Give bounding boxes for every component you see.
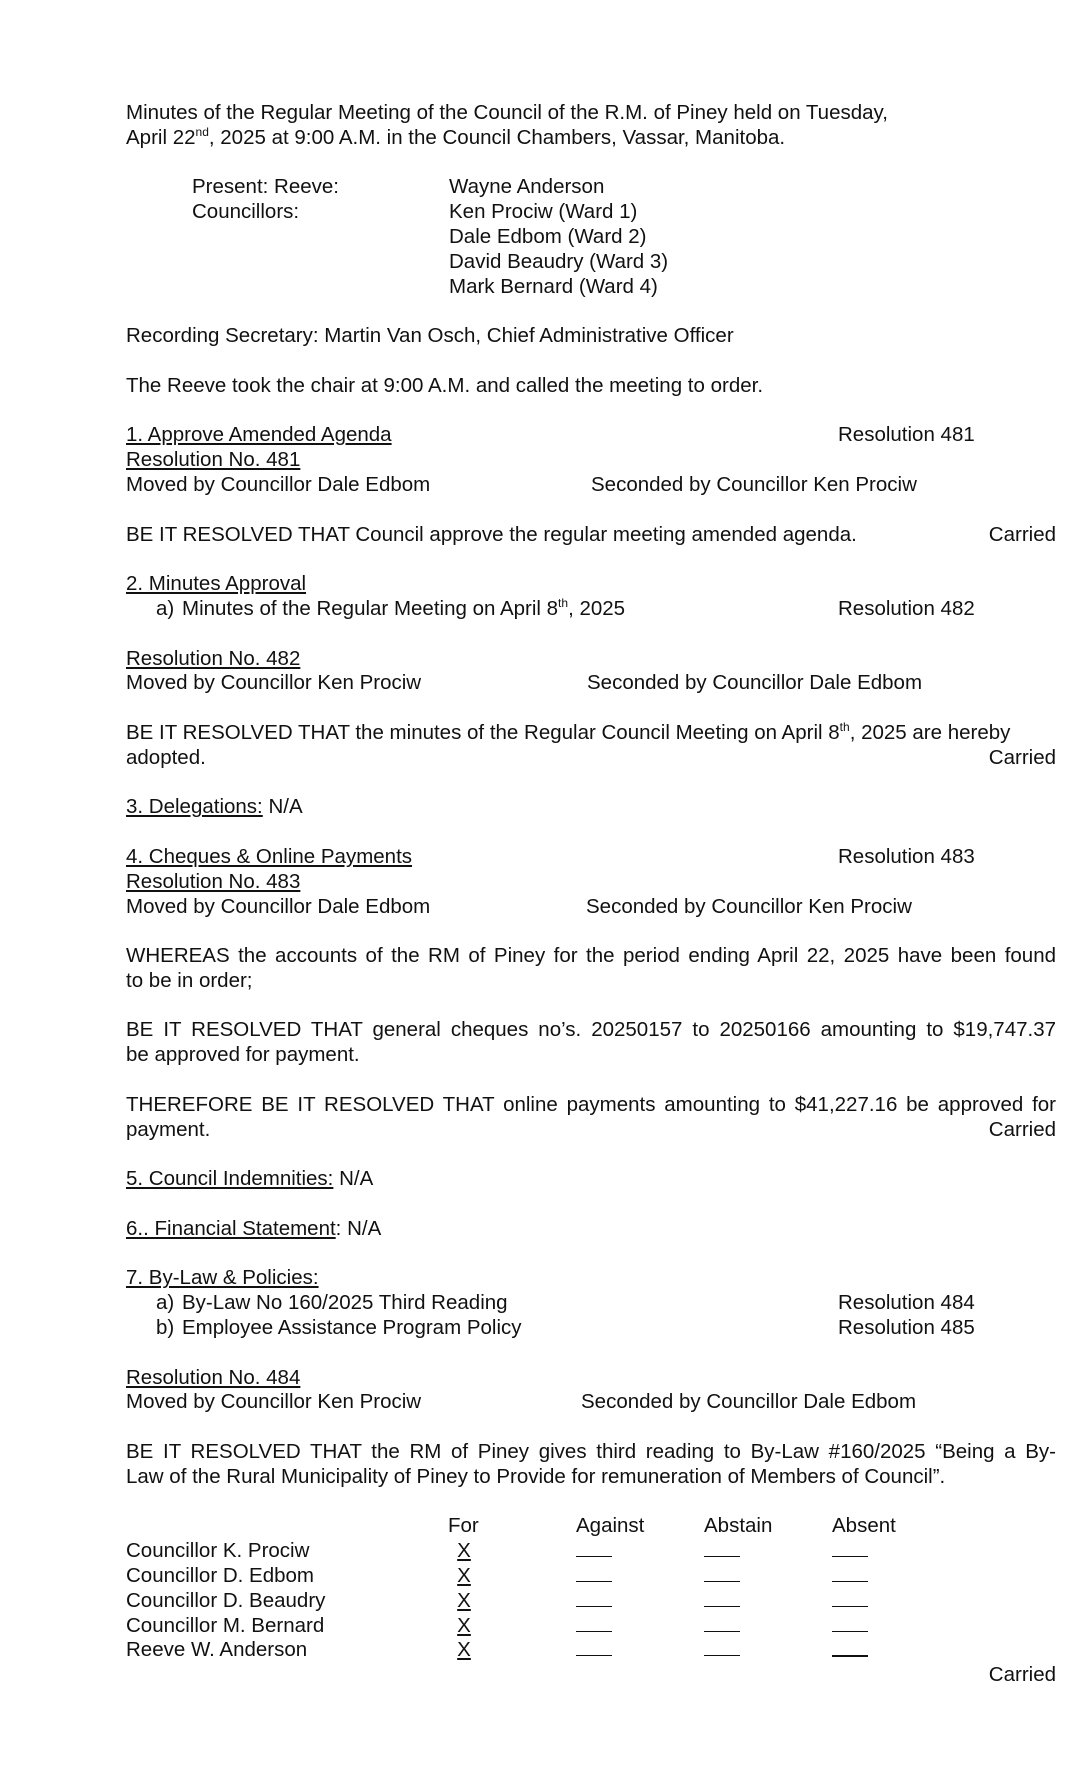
vote-header-abstain: Abstain	[704, 1514, 773, 1538]
intro-line-1: Minutes of the Regular Meeting of the Council of the R.M. of Piney held on Tuesday,	[126, 101, 888, 124]
section-2-item-text: Minutes of the Regular Meeting on April 8	[182, 596, 559, 620]
vote-against-blank	[576, 1614, 612, 1632]
section-4-online-row	[126, 1118, 1056, 1143]
section-7-item-marker: a)	[156, 1291, 175, 1315]
vote-for-mark: X	[457, 1613, 471, 1637]
section-7-item-row	[126, 1316, 1056, 1341]
section-5-value: N/A	[339, 1167, 374, 1191]
vote-abstain-blank	[704, 1614, 740, 1632]
section-2-status: Carried	[988, 745, 1056, 769]
section-1-resolution-text: BE IT RESOLVED THAT Council approve the regular meeting amended agenda.	[126, 522, 857, 546]
section-3-heading: 3. Delegations:	[126, 795, 263, 819]
section-4-motion-row	[126, 895, 1056, 920]
section-7-status-row	[126, 1663, 1056, 1688]
section-2-resolution-no: Resolution No. 482	[126, 646, 301, 670]
vote-abstain-blank	[704, 1589, 740, 1607]
section-1-heading: 1. Approve Amended Agenda	[126, 423, 392, 447]
vote-absent-blank	[832, 1589, 868, 1607]
vote-header-row	[126, 1514, 1056, 1539]
vote-against-blank	[576, 1539, 612, 1557]
section-4-cheques-1: BE IT RESOLVED THAT general cheques no’s. 20250157 to 20250166 amounting to $19,747.37	[126, 1018, 1056, 1042]
vote-absent-blank	[832, 1638, 868, 1657]
vote-against-blank	[576, 1589, 612, 1607]
section-4-whereas-1: WHEREAS the accounts of the RM of Piney for the period ending April 22, 2025 have been found	[126, 944, 1056, 968]
section-4-online-1: THEREFORE BE IT RESOLVED THAT online payments amounting to $41,227.16 be approved for	[126, 1092, 1056, 1116]
section-4-resolution-ref: Resolution 483	[838, 844, 975, 868]
vote-header-against: Against	[576, 1514, 645, 1538]
vote-header-absent: Absent	[832, 1514, 896, 1538]
section-7-heading: 7. By-Law & Policies:	[126, 1266, 319, 1290]
call-to-order: The Reeve took the chair at 9:00 A.M. and called the meeting to order.	[126, 373, 764, 397]
vote-row	[126, 1539, 1056, 1564]
section-2-item-marker: a)	[156, 596, 175, 620]
section-1-resolution-no: Resolution No. 481	[126, 448, 301, 472]
section-2-item-year: , 2025	[568, 596, 626, 620]
vote-abstain-blank	[704, 1564, 740, 1582]
section-4-cheques-2: be approved for payment.	[126, 1043, 360, 1067]
councillor-name: Ken Prociw (Ward 1)	[449, 200, 638, 224]
section-2-moved: Moved by Councillor Ken Prociw	[126, 671, 422, 695]
vote-for-mark: X	[457, 1588, 471, 1612]
section-4-resolution-no: Resolution No. 483	[126, 869, 301, 893]
councillor-name: Mark Bernard (Ward 4)	[449, 274, 658, 298]
vote-header-for: For	[448, 1514, 479, 1538]
section-2-resolution-suffix: th	[839, 720, 850, 735]
vote-row	[126, 1564, 1056, 1589]
vote-abstain-blank	[704, 1539, 740, 1557]
recording-secretary: Recording Secretary: Martin Van Osch, Chief Administrative Officer	[126, 324, 734, 348]
section-7-item-marker: b)	[156, 1316, 175, 1340]
section-5-heading: 5. Council Indemnities:	[126, 1167, 334, 1191]
section-7-item-ref: Resolution 484	[838, 1291, 975, 1315]
section-7-item-ref: Resolution 485	[838, 1316, 975, 1340]
present-reeve-row	[126, 175, 1056, 200]
councillor-name: David Beaudry (Ward 3)	[449, 249, 669, 273]
vote-against-blank	[576, 1564, 612, 1582]
section-1-resolution-ref: Resolution 481	[838, 423, 975, 447]
section-4-seconded: Seconded by Councillor Ken Prociw	[586, 894, 912, 918]
vote-absent-blank	[832, 1614, 868, 1632]
minutes-document	[126, 101, 1056, 1688]
voter-name: Reeve W. Anderson	[126, 1638, 308, 1662]
present-councillor-row	[126, 275, 1056, 300]
section-1-resolution-row	[126, 523, 1056, 548]
section-3-value: N/A	[268, 795, 303, 819]
vote-absent-blank	[832, 1539, 868, 1557]
vote-abstain-blank	[704, 1638, 740, 1656]
present-reeve-name: Wayne Anderson	[449, 175, 605, 199]
intro-location: , 2025 at 9:00 A.M. in the Council Chambers, Vassar, Manitoba.	[208, 125, 786, 149]
section-2-seconded: Seconded by Councillor Dale Edbom	[587, 671, 923, 695]
section-7-item-text: Employee Assistance Program Policy	[182, 1316, 522, 1340]
vote-row	[126, 1614, 1056, 1639]
section-2-resolution-line-2	[126, 746, 1056, 771]
councillor-name: Dale Edbom (Ward 2)	[449, 224, 647, 248]
section-1-moved: Moved by Councillor Dale Edbom	[126, 472, 431, 496]
section-6-heading: 6.. Financial Statement	[126, 1216, 336, 1240]
vote-row	[126, 1589, 1056, 1614]
voter-name: Councillor M. Bernard	[126, 1613, 325, 1637]
section-7-motion-row	[126, 1390, 1056, 1415]
section-3-row	[126, 795, 1056, 820]
section-7-resolution-no: Resolution No. 484	[126, 1365, 301, 1389]
section-2-item-suffix: th	[558, 596, 569, 611]
voter-name: Councillor D. Beaudry	[126, 1588, 326, 1612]
present-councillor-row	[126, 225, 1056, 250]
voter-name: Councillor D. Edbom	[126, 1564, 314, 1588]
vote-for-mark: X	[457, 1539, 471, 1563]
section-7-moved: Moved by Councillor Ken Prociw	[126, 1390, 422, 1414]
vote-row	[126, 1638, 1056, 1663]
section-1-motion-row	[126, 473, 1056, 498]
section-2-item-row	[126, 597, 1056, 622]
section-2-resolution-text: BE IT RESOLVED THAT the minutes of the Regular Council Meeting on April 8	[126, 720, 840, 744]
section-5-row	[126, 1167, 1056, 1192]
section-4-whereas-2: to be in order;	[126, 968, 253, 992]
section-2-motion-row	[126, 671, 1056, 696]
section-4-heading-row	[126, 845, 1056, 870]
section-4-status: Carried	[988, 1117, 1056, 1141]
intro-line-2	[126, 126, 1056, 151]
section-7-resolution-text-2: Law of the Rural Municipality of Piney to Provide for remuneration of Members of Council”.	[126, 1464, 946, 1488]
section-4-online-2: payment.	[126, 1117, 211, 1141]
voter-name: Councillor K. Prociw	[126, 1539, 310, 1563]
vote-against-blank	[576, 1638, 612, 1656]
councillors-label: Councillors:	[192, 200, 300, 224]
section-2-resolution-text-end: , 2025 are hereby	[849, 720, 1011, 744]
section-7-seconded: Seconded by Councillor Dale Edbom	[581, 1390, 917, 1414]
section-7-item-row	[126, 1291, 1056, 1316]
section-4-heading: 4. Cheques & Online Payments	[126, 844, 413, 868]
present-councillor-row	[126, 200, 1056, 225]
section-2-heading: 2. Minutes Approval	[126, 572, 307, 596]
section-1-status: Carried	[988, 522, 1056, 546]
vote-for-mark: X	[457, 1638, 471, 1662]
vote-for-mark: X	[457, 1564, 471, 1588]
section-7-resolution-text-1: BE IT RESOLVED THAT the RM of Piney gives third reading to By-Law #160/2025 “Being a By-	[126, 1440, 1056, 1464]
section-2-resolution-ref: Resolution 482	[838, 596, 975, 620]
section-4-moved: Moved by Councillor Dale Edbom	[126, 894, 431, 918]
section-1-heading-row	[126, 423, 1056, 448]
section-7-item-text: By-Law No 160/2025 Third Reading	[182, 1291, 508, 1315]
intro-date: April 22	[126, 125, 196, 149]
vote-absent-blank	[832, 1564, 868, 1582]
intro-date-suffix: nd	[195, 124, 209, 139]
present-reeve-label: Present: Reeve:	[192, 175, 339, 199]
section-7-status: Carried	[988, 1663, 1056, 1687]
section-1-seconded: Seconded by Councillor Ken Prociw	[591, 472, 917, 496]
section-6-row	[126, 1217, 1056, 1242]
section-6-value: : N/A	[335, 1216, 382, 1240]
present-councillor-row	[126, 250, 1056, 275]
section-2-resolution-text-2: adopted.	[126, 745, 206, 769]
section-2-resolution-line-1	[126, 721, 1056, 746]
